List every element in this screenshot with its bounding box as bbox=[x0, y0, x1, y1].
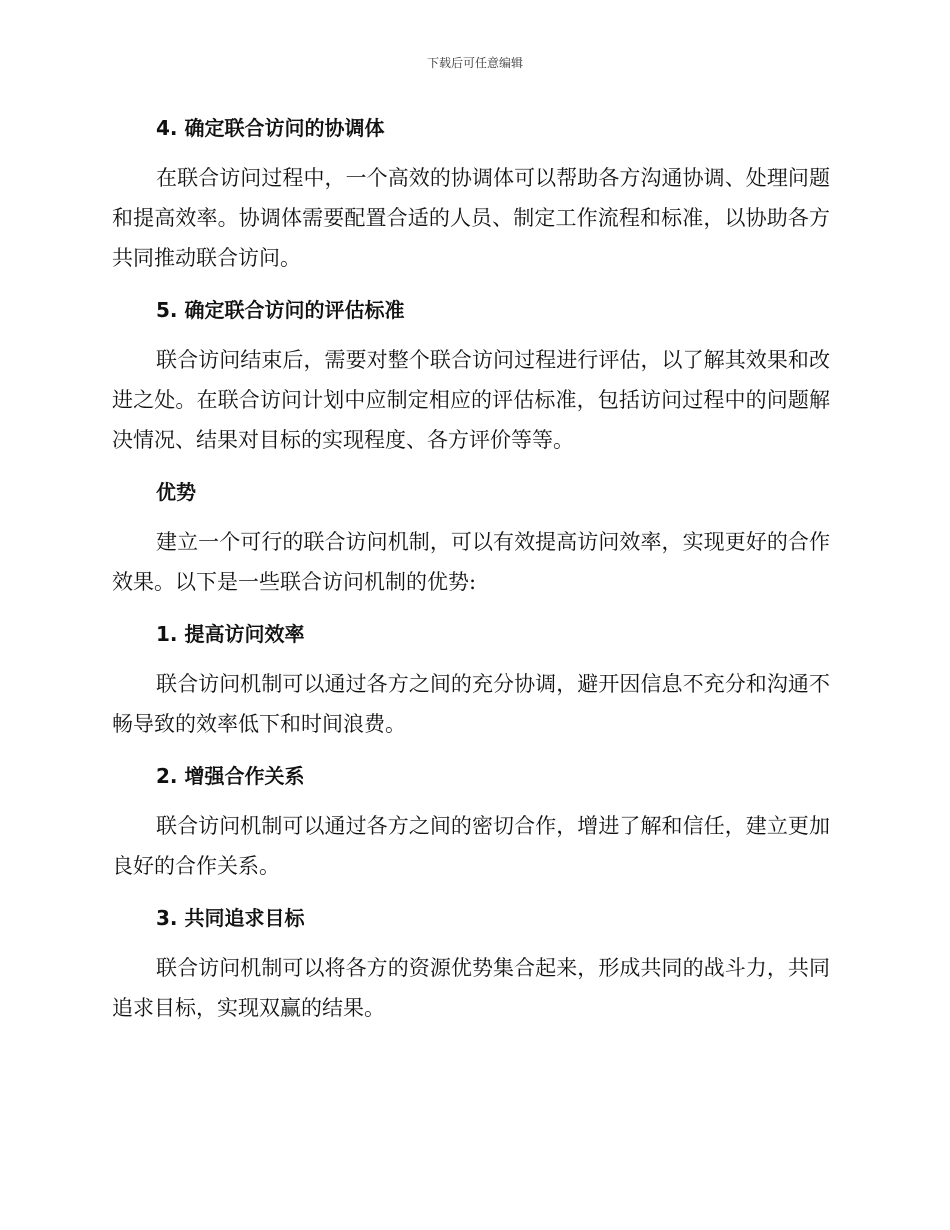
section-paragraph-shared-goals: 联合访问机制可以将各方的资源优势集合起来，形成共同的战斗力，共同追求目标，实现双赢的结果。 bbox=[112, 956, 830, 1020]
section-paragraph-cooperation: 联合访问机制可以通过各方之间的密切合作，增进了解和信任，建立更加良好的合作关系。 bbox=[112, 814, 830, 878]
section-paragraph-coordinator: 在联合访问过程中，一个高效的协调体可以帮助各方沟通协调、处理问题和提高效率。协调体需要配置合适的人员、制定工作流程和标准，以协助各方共同推动联合访问。 bbox=[112, 166, 830, 270]
section-heading-advantages: 优势 bbox=[156, 480, 196, 504]
section-heading-cooperation: 2. 增强合作关系 bbox=[156, 764, 305, 788]
section-paragraph-evaluation: 联合访问结束后，需要对整个联合访问过程进行评估，以了解其效果和改进之处。在联合访问计划中应制定相应的评估标准，包括访问过程中的问题解决情况、结果对目标的实现程度、各方评价等等。 bbox=[112, 348, 830, 452]
section-heading-shared-goals: 3. 共同追求目标 bbox=[156, 906, 305, 930]
section-heading-evaluation: 5. 确定联合访问的评估标准 bbox=[156, 298, 405, 322]
section-heading-efficiency: 1. 提高访问效率 bbox=[156, 622, 305, 646]
section-paragraph-advantages: 建立一个可行的联合访问机制，可以有效提高访问效率，实现更好的合作效果。以下是一些联合访问机制的优势: bbox=[112, 530, 830, 594]
section-paragraph-efficiency: 联合访问机制可以通过各方之间的充分协调，避开因信息不充分和沟通不畅导致的效率低下和时间浪费。 bbox=[112, 672, 830, 736]
page-header: 下载后可任意编辑 bbox=[426, 56, 523, 70]
document-body bbox=[112, 108, 830, 1040]
section-heading-coordinator: 4. 确定联合访问的协调体 bbox=[156, 116, 385, 140]
